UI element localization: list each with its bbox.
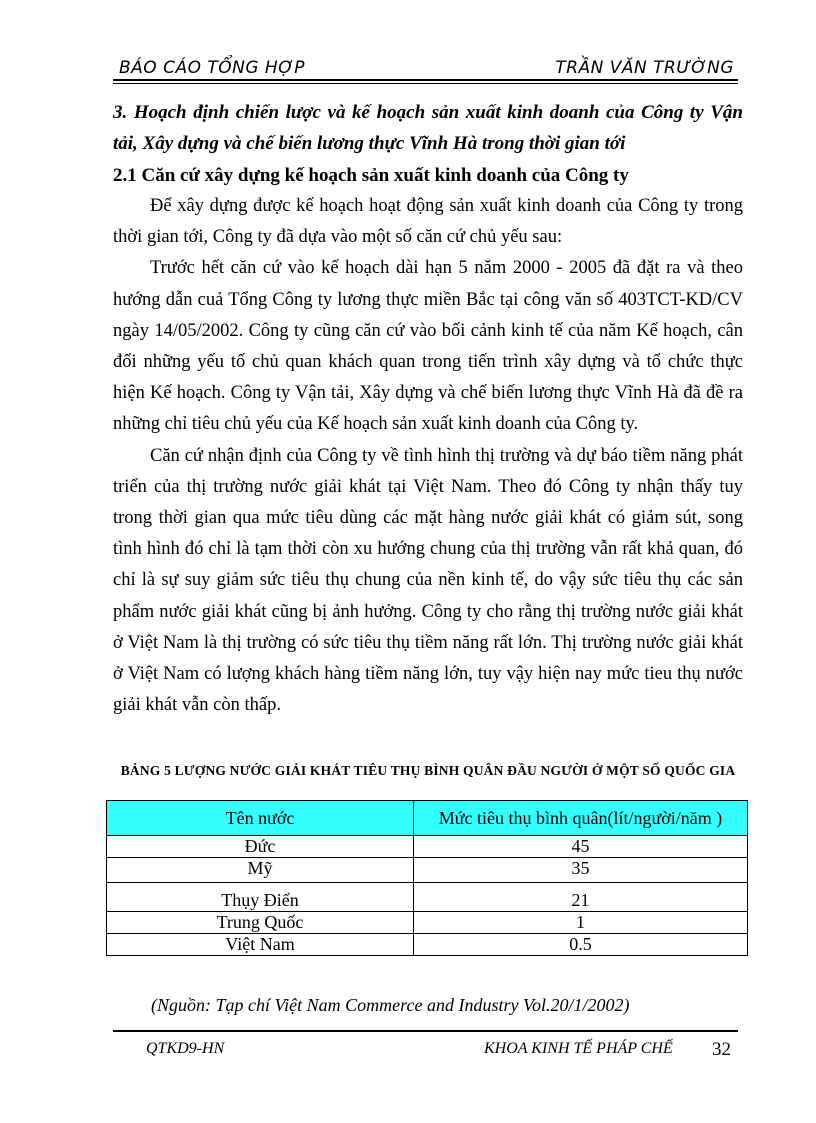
header-rule [113,79,738,81]
value-cell: 21 [414,883,748,912]
consumption-table [106,800,748,956]
table-row [107,858,748,883]
column-header-country: Tên nước [107,801,414,836]
country-cell: Đức [107,836,414,858]
table-row [107,883,748,912]
country-cell: Mỹ [107,858,414,883]
table-row [107,934,748,956]
page-number: 32 [712,1039,731,1060]
header-rule-thin [113,83,738,84]
table-caption: BẢNG 5 LƯỢNG NƯỚC GIẢI KHÁT TIÊU THỤ BÌNH QUÂN ĐẦU NGƯỜI Ở MỘT SỐ QUỐC GIA [120,763,736,778]
table-row [107,912,748,934]
paragraph: Căn cứ nhận định của Công ty về tình hình thị trường và dự báo tiềm năng phát triển của thị trường nước giải khát tại Việt Nam. Theo đó Công ty nhận thấy tuy trong thời gian qua mức tiêu dùng các mặt hàng nước giải khát có giảm sút, song tình hình đó chỉ là tạm thời còn xu hướng chung của thị trường vẫn rất khả quan, đó chỉ là sự suy giảm sức tiêu thụ chung của nền kinh tế, do vậy sức tiêu thụ các sản phẩm nước giải khát cũng bị ảnh hưởng. Công ty cho rằng thị trường nước giải khát ở Việt Nam là thị trường có sức tiêu thụ tiềm năng rất lớn. Thị trường nước giải khát ở Việt Nam có lượng khách hàng tiềm năng lớn, tuy vậy hiện nay mức tieu thụ nước giải khát vẫn còn thấp. [113,445,743,716]
source-note: (Nguồn: Tạp chí Việt Nam Commerce and Industry Vol.20/1/2002) [151,995,630,1015]
main-content [113,97,743,721]
country-cell: Việt Nam [107,934,414,956]
footer-faculty: KHOA KINH TẾ PHÁP CHẾ [484,1040,673,1057]
paragraph: Trước hết căn cứ vào kế hoạch dài hạn 5 năm 2000 - 2005 đã đặt ra và theo hướng dẫn cuả Tổng Công ty lương thực miền Bắc tại công văn số 403TCT-KD/CV ngày 14/05/2002. Công ty cũng căn cứ vào bối cảnh kinh tế của năm Kế hoạch, cân đối những yếu tố chủ quan khách quan trong tiến trình xây dựng và tổ chức thực hiện Kế hoạch. Công ty Vận tải, Xây dựng và chế biến lương thực Vĩnh Hà đã đề ra những chỉ tiêu chủ yếu của Kế hoạch sản xuất kinh doanh của Công ty. [113,258,743,435]
section-title: 3. Hoạch định chiến lược và kế hoạch sản xuất kinh doanh của Công ty Vận tải, Xây dựng và chế biến lương thực Vĩnh Hà trong thời gian tới [113,102,743,154]
sub-section-title: 2.1 Căn cứ xây dựng kế hoạch sản xuất kinh doanh của Công ty [113,165,629,186]
value-cell: 45 [414,836,748,858]
footer-rule [113,1030,738,1032]
footer-class-code: QTKD9-HN [146,1040,225,1057]
value-cell: 35 [414,858,748,883]
table-header-row [107,801,748,836]
paragraph: Để xây dựng được kế hoạch hoạt động sản xuất kinh doanh của Công ty trong thời gian tới, Công ty đã dựa vào một số căn cứ chủ yếu sau: [113,196,743,248]
country-cell: Thụy Điển [107,883,414,912]
value-cell: 0.5 [414,934,748,956]
value-cell: 1 [414,912,748,934]
header-author: TRẦN VĂN TRƯỜNG [555,58,734,78]
page-header [113,52,738,82]
table-row [107,836,748,858]
country-cell: Trung Quốc [107,912,414,934]
column-header-consumption: Mức tiêu thụ bình quân(lít/người/năm ) [414,801,748,836]
header-report-title: BÁO CÁO TỔNG HỢP [119,58,305,78]
